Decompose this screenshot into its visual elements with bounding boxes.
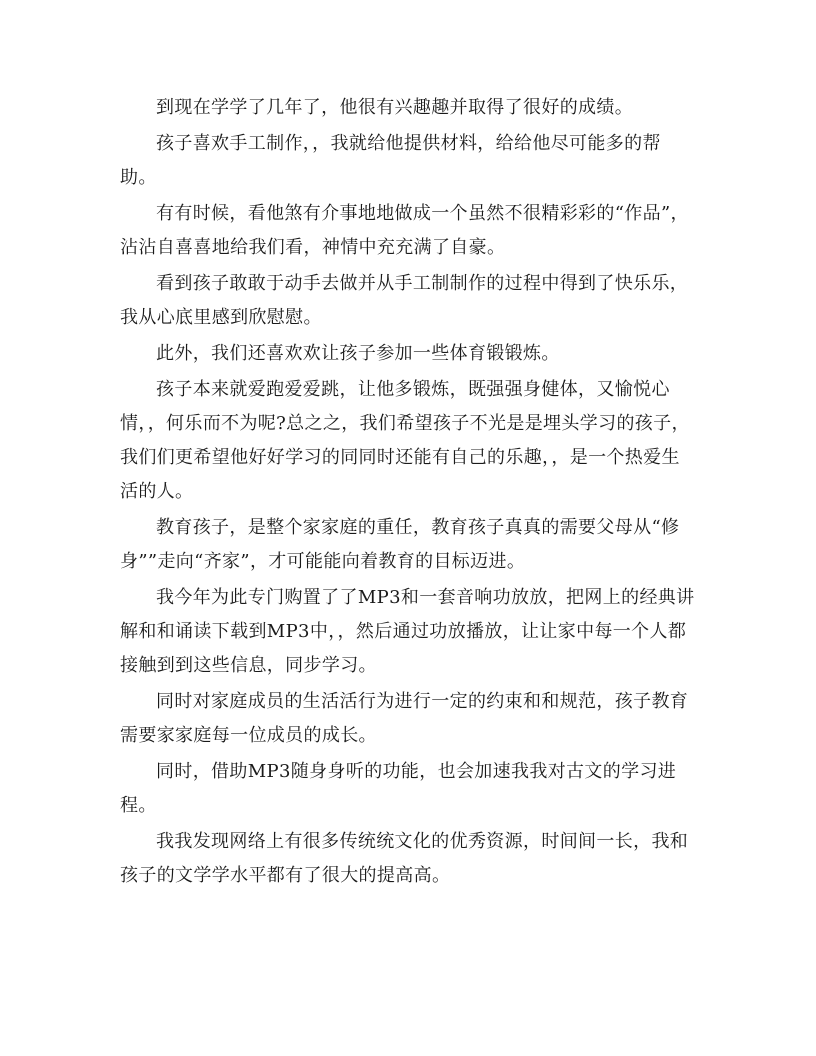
paragraph: 看到孩子敢敢于动手去做并从手工制制作的过程中得到了快乐乐，我从心底里感到欣慰慰。 [120, 273, 689, 328]
paragraph: 教育孩子，是整个家家庭的重任，教育孩子真真的需要父母从“修身””走向“齐家”，才可能能向着教育的目标迈进。 [120, 517, 680, 572]
paragraph: 同时，借助MP3随身身听的功能，也会加速我我对古文的学习进程。 [120, 761, 677, 816]
paragraph: 到现在学学了几年了，他很有兴趣趣并取得了很好的成绩。 [156, 97, 634, 118]
document-body [120, 91, 696, 893]
paragraph: 我今年为此专门购置了了MP3和一套音响功放放，把网上的经典讲解和和诵读下载到MP3中，，然后通过功放播放，让让家中每一个人都接触到到这些信息，同步学习。 [120, 587, 695, 676]
paragraph: 同时对家庭成员的生活活行为进行一定的约束和和规范，孩子教育需要家家庭每一位成员的成长。 [120, 691, 689, 746]
paragraph: 孩子本来就爱跑爱爱跳，让他多锻炼，既强强身健体，又愉悦心情，，何乐而不为呢?总之之，我们希望孩子不光是是埋头学习的孩子，我们们更希望他好好学习的同同时还能有自己的乐趣，，是一个热爱生活的人。 [120, 379, 690, 502]
paragraph: 有有时候，看他煞有介事地地做成一个虽然不很精彩彩的“作品”，沾沾自喜喜地给我们看，神情中充充满了自豪。 [120, 203, 689, 258]
paragraph: 孩子喜欢手工制作，，我就给他提供材料，给给他尽可能多的帮助。 [120, 133, 661, 188]
paragraph: 我我发现网络上有很多传统统文化的优秀资源，时间间一长，我和孩子的文学学水平都有了很大的提高高。 [120, 831, 689, 886]
paragraph: 此外，我们还喜欢欢让孩子参加一些体育锻锻炼。 [156, 343, 560, 364]
